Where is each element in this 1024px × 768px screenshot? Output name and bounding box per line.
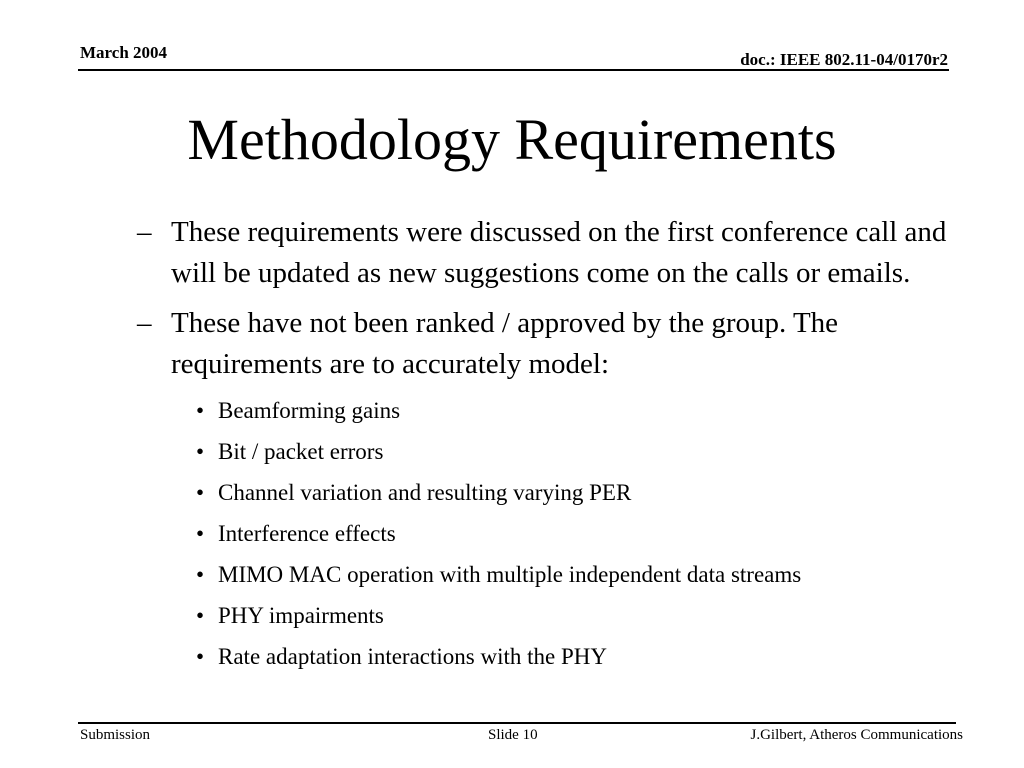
slide-body bbox=[133, 212, 953, 677]
bullet-marker: • bbox=[196, 439, 205, 464]
bullet-marker: • bbox=[196, 398, 205, 423]
bullet-marker: • bbox=[196, 603, 205, 628]
list-item bbox=[133, 636, 953, 677]
footer-divider bbox=[78, 722, 956, 724]
dash-item-text: These requirements were discussed on the first conference call and will be updated as new suggestions come on the calls or emails. bbox=[171, 216, 947, 289]
dash-item-text: These have not been ranked / approved by the group. The requirements are to accurately model: bbox=[171, 307, 839, 380]
dash-marker: – bbox=[137, 307, 152, 339]
list-item-text: PHY impairments bbox=[218, 603, 384, 628]
list-item-text: Rate adaptation interactions with the PHY bbox=[218, 644, 607, 669]
list-item bbox=[133, 595, 953, 636]
footer-author: J.Gilbert, Atheros Communications bbox=[750, 727, 963, 743]
list-item-text: Bit / packet errors bbox=[218, 439, 384, 464]
sub-bullet-list bbox=[133, 390, 953, 677]
list-item bbox=[133, 513, 953, 554]
dash-item bbox=[133, 212, 953, 294]
list-item bbox=[133, 554, 953, 595]
list-item-text: Beamforming gains bbox=[218, 398, 401, 423]
bullet-marker: • bbox=[196, 644, 205, 669]
list-item bbox=[133, 431, 953, 472]
list-item-text: Channel variation and resulting varying PER bbox=[218, 480, 632, 505]
list-item-text: Interference effects bbox=[218, 521, 396, 546]
bullet-marker: • bbox=[196, 480, 205, 505]
list-item bbox=[133, 390, 953, 431]
list-item bbox=[133, 472, 953, 513]
bullet-marker: • bbox=[196, 562, 205, 587]
bullet-marker: • bbox=[196, 521, 205, 546]
footer-submission: Submission bbox=[80, 727, 151, 743]
list-item-text: MIMO MAC operation with multiple independent data streams bbox=[218, 562, 802, 587]
header-doc-id: doc.: IEEE 802.11-04/0170r2 bbox=[740, 50, 948, 69]
header-date: March 2004 bbox=[80, 43, 168, 62]
footer-slide-number: Slide 10 bbox=[488, 727, 538, 743]
dash-item bbox=[133, 303, 953, 385]
header-divider bbox=[78, 69, 949, 71]
dash-marker: – bbox=[137, 216, 152, 248]
slide-title: Methodology Requirements bbox=[187, 107, 837, 172]
